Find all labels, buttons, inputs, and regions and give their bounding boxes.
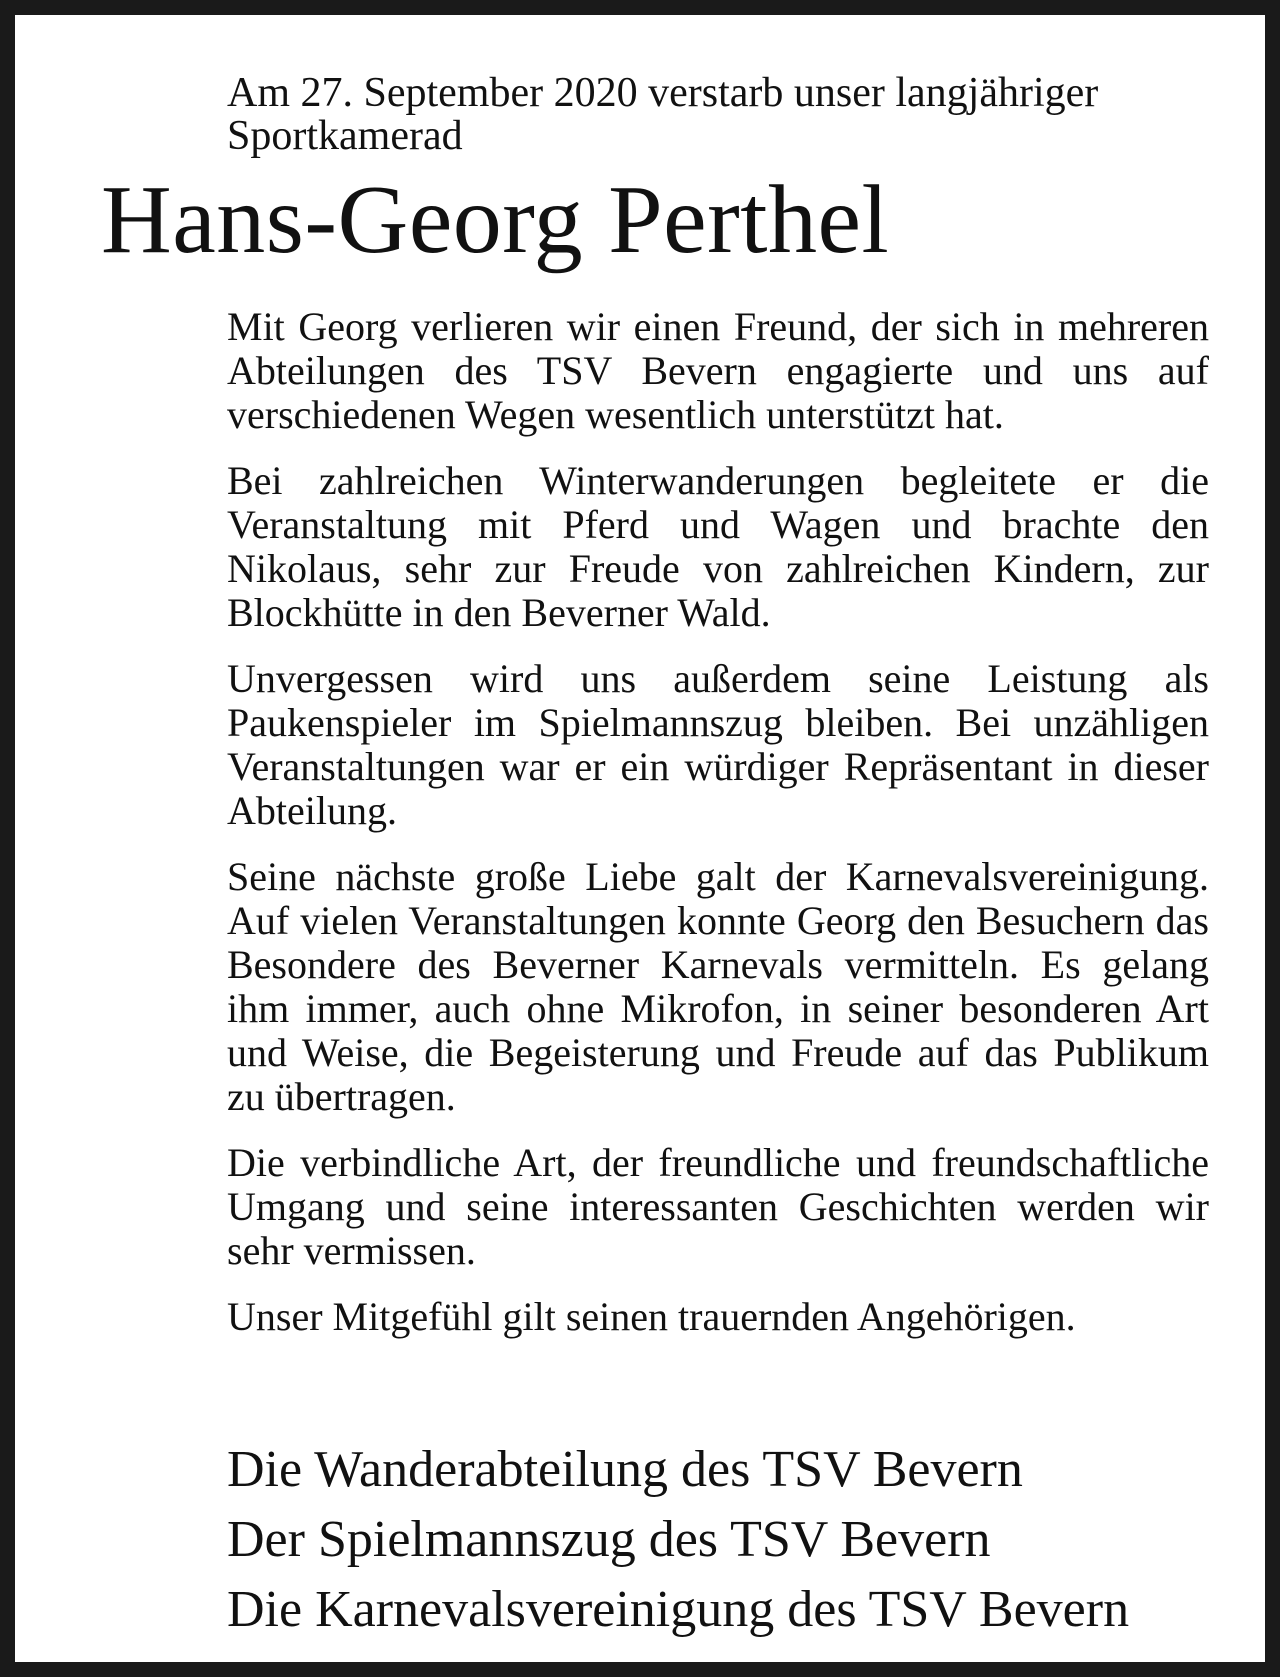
signatures <box>227 1435 1209 1645</box>
signature-line: Die Karnevalsvereinigung des TSV Bevern <box>227 1581 1130 1638</box>
paragraph: Mit Georg verlieren wir einen Freund, der sich in mehreren Abteilungen des TSV Bevern engagierte und uns auf verschiedenen Wegen wesentlich unterstützt hat. <box>227 304 1209 437</box>
signature-line: Die Wanderabteilung des TSV Bevern <box>227 1441 1023 1498</box>
deceased-name: Hans-Georg Perthel <box>101 166 890 274</box>
paragraph: Unser Mitgefühl gilt seinen trauernden Angehörigen. <box>227 1294 1076 1339</box>
paragraph: Unvergessen wird uns außerdem seine Leistung als Paukenspieler im Spielmannszug bleiben. Bei unzähligen Veranstaltungen war er ein würdiger Repräsentant in dieser Abteilung. <box>227 656 1209 833</box>
intro-text: Am 27. September 2020 verstarb unser langjähriger Sportkamerad <box>227 70 1099 159</box>
paragraph: Bei zahlreichen Winterwanderungen begleitete er die Veranstaltung mit Pferd und Wagen und brachte den Nikolaus, sehr zur Freude von zahlreichen Kindern, zur Blockhütte in den Beverner Wald. <box>227 458 1209 635</box>
obituary-body <box>227 305 1209 1339</box>
paragraph: Die verbindliche Art, der freundliche und freundschaftliche Umgang und seine interessanten Geschichten werden wir sehr vermissen. <box>227 1140 1209 1273</box>
signature-line: Der Spielmannszug des TSV Bevern <box>227 1511 991 1568</box>
paragraph: Seine nächste große Liebe galt der Karnevalsvereinigung. Auf vielen Veranstaltungen konnte Georg den Besuchern das Besondere des Beverner Karnevals vermitteln. Es gelang ihm immer, auch ohne Mikrofon, in seiner besonderen Art und Weise, die Begeisterung und Freude auf das Publikum zu übertragen. <box>227 854 1209 1119</box>
